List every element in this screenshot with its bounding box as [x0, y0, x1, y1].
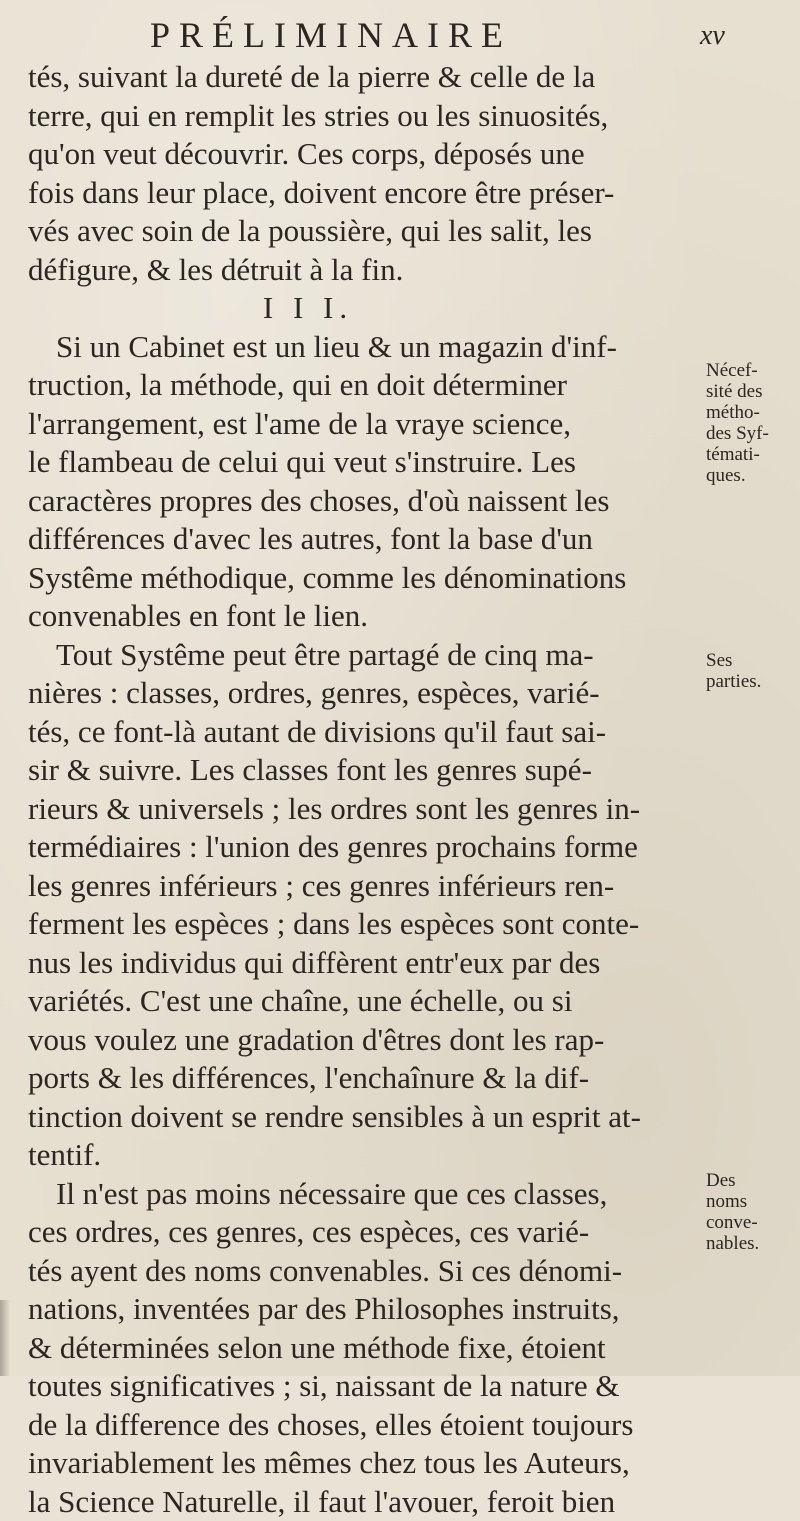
- margin-note-line: nables.: [706, 1233, 759, 1254]
- text-line: caractères propres des choses, d'où naissent les: [28, 482, 708, 521]
- text-line: termédiaires : l'union des genres prochains forme: [28, 828, 708, 867]
- text-line: Systême méthodique, comme les dénominations: [28, 559, 708, 598]
- text-line: Il n'est pas moins nécessaire que ces classes,: [28, 1175, 708, 1214]
- text-line: rieurs & universels ; les ordres sont les genres in-: [28, 790, 708, 829]
- text-line: différences d'avec les autres, font la base d'un: [28, 520, 708, 559]
- margin-note-line: sité des: [706, 381, 769, 402]
- running-head: PRÉLIMINAIRE: [150, 14, 512, 56]
- text-line: toutes significatives ; si, naissant de la nature &: [28, 1367, 708, 1406]
- page-edge-shadow: [0, 1300, 10, 1376]
- margin-note-line: Nécef-: [706, 360, 769, 381]
- text-line: ports & les différences, l'enchaînure & la dif-: [28, 1059, 708, 1098]
- margin-note-line: ques.: [706, 465, 769, 486]
- margin-note-line: témati-: [706, 444, 769, 465]
- text-line: Tout Systême peut être partagé de cinq ma-: [28, 636, 708, 675]
- text-line: invariablement les mêmes chez tous les Auteurs,: [28, 1444, 708, 1483]
- text-line: vous voulez une gradation d'êtres dont les rap-: [28, 1021, 708, 1060]
- text-line: la Science Naturelle, il faut l'avouer, feroit bien: [28, 1483, 708, 1521]
- margin-note-noms: [706, 1170, 759, 1254]
- text-line: terre, qui en remplit les stries ou les sinuosités,: [28, 97, 708, 136]
- text-line: Si un Cabinet est un lieu & un magazin d'inf-: [28, 328, 708, 367]
- main-text: [28, 58, 708, 1521]
- text-line: ferment les espèces ; dans les espèces sont conte-: [28, 905, 708, 944]
- text-line: tentif.: [28, 1136, 708, 1175]
- text-line: & déterminées selon une méthode fixe, étoient: [28, 1329, 708, 1368]
- text-line: fois dans leur place, doivent encore être préser-: [28, 174, 708, 213]
- margin-note-line: Des: [706, 1170, 759, 1191]
- margin-note-line: conve-: [706, 1212, 759, 1233]
- text-line: tés ayent des noms convenables. Si ces dénomi-: [28, 1252, 708, 1291]
- text-line: ces ordres, ces genres, ces espèces, ces varié-: [28, 1213, 708, 1252]
- text-line: tés, suivant la dureté de la pierre & celle de la: [28, 58, 708, 97]
- margin-note-line: noms: [706, 1191, 759, 1212]
- text-line: qu'on veut découvrir. Ces corps, déposés une: [28, 135, 708, 174]
- margin-note-line: Ses: [706, 650, 761, 671]
- page-header: [0, 12, 800, 62]
- text-line: le flambeau de celui qui veut s'instruire. Les: [28, 443, 708, 482]
- text-line: nières : classes, ordres, genres, espèces, varié-: [28, 674, 708, 713]
- text-line: truction, la méthode, qui en doit déterminer: [28, 366, 708, 405]
- text-line: l'arrangement, est l'ame de la vraye science,: [28, 405, 708, 444]
- text-line: variétés. C'est une chaîne, une échelle, ou si: [28, 982, 708, 1021]
- text-line: sir & suivre. Les classes font les genres supé-: [28, 751, 708, 790]
- margin-note-line: parties.: [706, 671, 761, 692]
- text-line: nus les individus qui diffèrent entr'eux par des: [28, 944, 708, 983]
- text-line: défigure, & les détruit à la fin.: [28, 251, 708, 290]
- text-line: de la difference des choses, elles étoient toujours: [28, 1406, 708, 1445]
- text-line: tés, ce font-là autant de divisions qu'il faut sai-: [28, 713, 708, 752]
- margin-note-parties: [706, 650, 761, 692]
- margin-note-methodes: [706, 360, 769, 486]
- text-line: nations, inventées par des Philosophes instruits,: [28, 1290, 708, 1329]
- text-line: les genres inférieurs ; ces genres inférieurs ren-: [28, 867, 708, 906]
- section-number: I I I.: [28, 289, 708, 328]
- text-line: tinction doivent se rendre sensibles à un esprit at-: [28, 1098, 708, 1137]
- text-line: convenables en font le lien.: [28, 597, 708, 636]
- page-number: xv: [700, 20, 725, 52]
- text-line: vés avec soin de la poussière, qui les salit, les: [28, 212, 708, 251]
- margin-note-line: des Syf-: [706, 423, 769, 444]
- margin-note-line: métho-: [706, 402, 769, 423]
